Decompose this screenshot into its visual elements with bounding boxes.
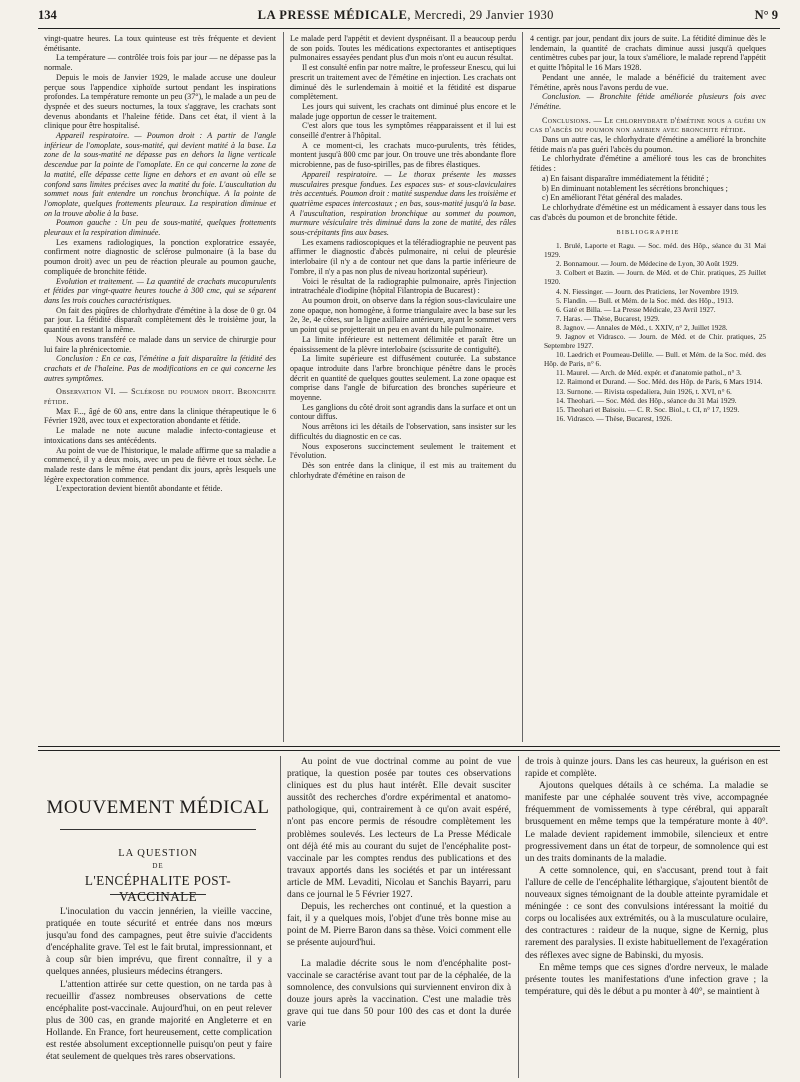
bibliography-heading: BIBLIOGRAPHIE [616, 229, 680, 237]
paragraph: Le chlorhydrate d'émétine a amélioré tous les cas de bronchites fétides : [530, 154, 766, 174]
paragraph: Au point de vue doctrinal comme au point de vue pratique, la question posée par toutes ces observations cliniques est du plus haut intérêt. Elle devait susciter aussitôt des recherches d'ordre expérimental et anatomo-pathologique, qui, contrairement à ce qu'on avait espéré, n'ont pas encore permis de résoudre complètement les problèmes soulevés. Les lecteurs de La Presse Médicale ont déjà été mis au courant du sujet de l'encéphalite post-vaccinale par les comptes rendus des publications et des travaux apportés dans les sociétés et par un intéressant article de MM. Levaditi, Nicolau et Sanchis Bayarri, paru dans ce journal le 5 Février 1927. [287, 757, 511, 901]
paragraph: L'inoculation du vaccin jennérien, la vieille vaccine, pratiquée en toute sécurité et entrée dans nos mœurs jusqu'au fond des campagnes, peut être suivie d'accidents d'encéphalite grave. Tel est le fait brutal, impressionnant, et à coup sûr bien imprévu, que firent connaître, il y a quelques années, plusieurs médecins étrangers. [46, 907, 272, 978]
bibliography-entry: 12. Raimond et Durand. — Soc. Méd. des Hôp. de Paris, 6 Mars 1914. [556, 377, 763, 387]
paragraph: Conclusion : En ce cas, l'émétine a fait disparaître la fétidité des crachats et de l'haleine. Pas de modifications en ce qui concerne les autres symptômes. [44, 354, 276, 383]
paragraph: Au point de vue de l'historique, le malade affirme que sa maladie a commencé, il y a deux mois, avec un peu de fièvre et toux sèche. Le malade reste dans le même état pendant dix jours, après lesquels une légère expectoration commence. [44, 445, 276, 484]
paragraph: Les jours qui suivent, les crachats ont diminué plus encore et le malade juge opportun de cesser le traitement. [290, 101, 516, 121]
article-column-2 [287, 756, 511, 1078]
paragraph: A ce moment-ci, les crachats muco-purulents, très fétides, montent jusqu'à 800 cmc par jour. On trouve une très abondante flore microbienne, pas de fuso-spirilles, pas de fibres élastiques. [290, 140, 516, 170]
bibliography-entry: 6. Gaté et Billa. — La Presse Médicale, 23 Avril 1927. [556, 304, 716, 314]
paragraph: On fait des piqûres de chlorhydrate d'émétine à la dose de 0 gr. 04 par jour. La fétidité disparaît complètement dès le troisième jour, la quantité en restant la même. [44, 305, 276, 335]
list-item: a) En faisant disparaître immédiatement la fétidité ; [542, 173, 709, 183]
upper-column-1 [44, 34, 276, 742]
paragraph: Nous arrêtons ici les détails de l'observation, sans insister sur les difficultés du diagnostic en ce cas. [290, 422, 516, 441]
paragraph: Les ganglions du côté droit sont agrandis dans la surface et ont un contour diffus. [290, 402, 516, 422]
list-item: b) En diminuant notablement les sécrétions bronchiques ; [542, 183, 728, 193]
bibliography-entry: 2. Bonnamour. — Journ. de Médecine de Lyon, 30 Août 1929. [556, 259, 739, 269]
paragraph: L'expectoration devient bientôt abondante et fétide. [56, 484, 223, 494]
header-rule [38, 28, 780, 29]
issue-number: N° 9 [754, 7, 778, 22]
paragraph: Le malade perd l'appétit et devient dyspnéisant. Il a beaucoup perdu de son poids. Toutes les médications expectorantes et antiseptiques pulmonaires essayées pendant plus d'un mois n'ont eu aucun résultat. [290, 34, 516, 63]
paragraph: Appareil respiratoire. — Le thorax présente les masses musculaires presque fondues. Les espaces sus- et sous-claviculaires très accentués. Poumon droit : matité suspendue dans les troisième et quatrième espaces intercostaux ; en bas, sous-matité jusqu'à la base. A l'auscultation, respiration bronchique au sommet du poumon, murmure vésiculaire très diminué dans la zone de matité, des râles sous-crépitants fins aux bases. [290, 169, 516, 238]
article-title-line-1: LA QUESTION [118, 848, 198, 859]
paragraph: C'est alors que tous les symptômes réapparaissent et il lui est conseillé d'entrer à l'hôpital. [290, 121, 516, 141]
issue-date: , Mercredi, 29 Janvier 1930 [407, 7, 554, 22]
paragraph: Le chlorhydrate d'émétine est un médicament à essayer dans tous les cas d'abcès du poumon et de bronchite fétide. [530, 202, 766, 222]
bibliography-entry: 7. Haras. — Thèse, Bucarest, 1929. [556, 313, 660, 323]
article-title-line-3: L'ENCÉPHALITE POST-VACCINALE [84, 873, 232, 904]
article-column-1 [46, 906, 272, 1078]
bibliography-entry: 4. N. Fiessinger. — Journ. des Praticiens, 1er Novembre 1919. [556, 286, 739, 296]
bibliography-entry: 16. Vidrasco. — Thèse, Bucarest, 1926. [556, 413, 673, 423]
paragraph: Au poumon droit, on observe dans la région sous-claviculaire une zone opaque, non homogène, à forme triangulaire avec la base sur les 2e, 3e, 4e côtes, sur la ligne axillaire antérieure, ayant le sommet vers un point qui se projetterait un peu en avant du hile pulmonaire. [290, 295, 516, 335]
paragraph: L'attention attirée sur cette question, on ne tarda pas à recueillir d'assez nombreuses observations de cette encéphalite post-vaccinale. Aujourd'hui, on en peut relever plus de 300 cas, en grande majorité en Angleterre et en Hollande. En France, fort heureusement, cette complication est restée absolument exceptionnelle puisqu'on peut y faire état seulement de quelques très rares observations. [46, 979, 272, 1063]
upper-column-2 [290, 34, 516, 742]
title-rule [60, 829, 256, 830]
article-column-3 [525, 756, 768, 1078]
column-divider [280, 756, 281, 1078]
column-divider [522, 32, 523, 742]
page-number: 134 [38, 7, 57, 22]
bibliography-entry: 1. Brulé, Laporte et Ragu. — Soc. méd. des Hôp., séance du 31 Mai 1929. [544, 241, 766, 260]
section-rule [38, 746, 780, 747]
bibliography-entry: 15. Theohari et Baisoiu. — C. R. Soc. Biol., t. CI, n° 17, 1929. [556, 404, 740, 414]
paragraph: Voici le résultat de la radiographie pulmonaire, après l'injection intratrachéale d'iodipine (hôpital Filantropia de Bucarest) : [290, 276, 516, 296]
bibliography-entry: 3. Colbert et Bazin. — Journ. de Méd. et de Chir. pratiques, 25 Juillet 1920. [544, 268, 766, 287]
paragraph: La limite inférieure est nettement délimitée et paraît être un épaississement de la plèvre interlobaire (scissurite de contiguïté). [290, 334, 516, 354]
section-title: MOUVEMENT MÉDICAL [46, 797, 270, 818]
bibliography-entry: 11. Maurel. — Arch. de Méd. expér. et d'anatomie pathol., n° 3. [556, 368, 742, 378]
article-title-line-2: DE [152, 862, 164, 870]
paragraph: En même temps que ces signes d'ordre nerveux, le malade présente toutes les manifestations d'une infection grave ; la température, qui dès le début a pu monter à 40°, se maintient à [525, 962, 768, 997]
bibliography-entry: 10. Laedrich et Poumeau-Delille. — Bull. et Mém. de la Soc. méd. des Hôp. de Paris, n° 6. [544, 350, 766, 369]
paragraph: vingt-quatre heures. La toux quinteuse est très fréquente et devient émétisante. [44, 34, 276, 53]
column-divider [283, 32, 284, 742]
column-divider [518, 756, 519, 1078]
section-rule [38, 750, 780, 751]
paragraph: Ajoutons quelques détails à ce schéma. La maladie se manifeste par une céphalée souvent très vive, accompagnée fréquemment de vomissements à type cérébral, qui apparaît brusquement en même temps que la température monte à 40°. Le malade devient rapidement immobile, silencieux et entre progressivement dans un état de torpeur, de somnolence qui est un des traits dominants de la maladie. [525, 781, 768, 864]
paragraph: Nous avons transféré ce malade dans un service de chirurgie pour lui faire la phrénicectomie. [44, 334, 276, 354]
paragraph: Dans un autre cas, le chlorhydrate d'émétine a amélioré la bronchite fétide mais n'a pas guéri l'abcès du poumon. [530, 135, 766, 154]
bibliography-entry: 13. Surnone. — Rivista ospedaliera, Juin 1926, t. XVI, n° 6. [556, 386, 732, 396]
paragraph: Les examens radioscopiques et la téléradiographie ne peuvent pas affirmer le diagnostic d'abcès pulmonaire, ni celui de pleurésie interlobaire (il n'y a de contour net que dans la partie inférieure de l'ombre, il n'y a pas non plus de niveau horizontal supérieur). [290, 237, 516, 276]
upper-column-3 [530, 34, 766, 742]
paragraph: Le malade ne note aucune maladie infecto-contagieuse et intoxications dans ses antécédents. [44, 426, 276, 445]
paragraph: Appareil respiratoire. — Poumon droit : A partir de l'angle inférieur de l'omoplate, sous-matité, qui devient matité à la base. La zone de la sous-matité ne dépasse pas en dehors la ligne verticale descendue par la pointe de l'omoplate. En ce qui concerne la zone de la matité, elle dépasse cette ligne en dehors et en avant où elle se confond sans limites précises avec la matité du foie. L'auscultation du sommet nous fait entendre un ronchus bronchique. A la pointe de l'omoplate, quelques frottements pleuraux. La respiration diminue et on la trouve abolie à la base. [44, 131, 276, 218]
observation-heading: Observation VI. — Sclérose du poumon droit. Bronchite fétide. [44, 387, 276, 407]
paragraph: de trois à quinze jours. Dans les cas heureux, la guérison en est rapide et complète. [525, 757, 768, 780]
paragraph: La maladie décrite sous le nom d'encéphalite post-vaccinale se caractérise avant tout par de la céphalée, de la somnolence, des convulsions qui surviennent environ dix à douze jours après la vaccination. C'est une maladie très grave qui tue dans 50 pour 100 des cas et dont la durée varie [287, 958, 511, 1029]
paragraph: Dès son entrée dans la clinique, il est mis au traitement du chlorhydrate d'émétine en raison de [290, 460, 516, 480]
paragraph: Les examens radiologiques, la ponction exploratrice essayée, confirment notre diagnostic de sclérose pulmonaire (à la base du poumon droit) avec un peu de réaction pleurale au poumon gauche, compliquée de bronchite fétide. [44, 237, 276, 276]
paragraph: A cette somnolence, qui, en s'accusant, prend tout à fait l'allure de celle de l'encéphalite léthargique, s'ajoutent bientôt de nouveaux signes témoignant de la double atteinte pyramidale et méningée : ce sont des convulsions intéressant la moitié du corps ou localisées aux extrémités, ou à la musculature oculaire, des contractures : raideur de la nuque, signe de Kernig, plus rarement des paralysies. Il existe habituellement de l'exagération des réflexes avec signe de Babinski, du myosis. [525, 865, 768, 961]
page-header [38, 6, 778, 24]
paragraph: La limite supérieure est diffusément couturée. La substance opaque introduite dans l'arbre bronchique pénètre dans le procès décrit en quantité de quelques gouttes seulement. La zone opaque est comprise dans l'angle de bifurcation des bronches supérieure et moyenne. [290, 354, 516, 403]
paragraph: Depuis le mois de Janvier 1929, le malade accuse une douleur perçue sous l'appendice xiphoïde surtout pendant les inspirations profondes. La température remonte un peu (37°), le malade a un peu de dyspnée et des sueurs nocturnes, la toux s'aggrave, les crachats sont devenus abondants et l'haleine fétide. Dans cet état, il vient à la clinique pour être hospitalisé. [44, 72, 276, 131]
bibliography-entry: 14. Theohari. — Soc. Méd. des Hôp., séance du 31 Mai 1929. [556, 395, 737, 405]
paragraph: Poumon gauche : Un peu de sous-matité, quelques frottements pleuraux et la respiration diminuée. [44, 218, 276, 238]
paragraph: Depuis, les recherches ont continué, et la question a fait, il y a quelques mois, l'objet d'une très bonne mise au point de M. Pierre Baron dans sa thèse. Voici comment elle se présente aujourd'hui. [287, 902, 511, 949]
journal-name: LA PRESSE MÉDICALE [257, 7, 408, 22]
paragraph: Evolution et traitement. — La quantité de crachats mucopurulents et fétides par vingt-quatre heures touche à 300 cmc, qui se séparent dans les trois couches caractéristiques. [44, 276, 276, 305]
paragraph: Nous exposerons succinctement seulement le traitement et l'évolution. [290, 441, 516, 461]
bibliography-entry: 9. Jagnov et Vidrasco. — Journ. de Méd. et de Chir. pratiques, 25 Septembre 1927. [544, 332, 766, 351]
title-rule [110, 894, 206, 895]
conclusions-heading: Conclusions. — Le chlorhydrate d'émétine nous a guéri un cas d'abcès du poumon non amibien avec bronchite fétide. [530, 115, 766, 135]
paragraph: Conclusion. — Bronchite fétide améliorée plusieurs fois avec l'émétine. [530, 92, 766, 111]
list-item: c) En améliorant l'état général des malades. [542, 193, 683, 203]
paragraph: La température — contrôlée trois fois par jour — ne dépasse pas la normale. [44, 53, 276, 73]
paragraph: Max F..., âgé de 60 ans, entre dans la clinique thérapeutique le 6 Février 1928, avec toux et expectoration abondante et fétide. [44, 406, 276, 426]
paragraph: 4 centigr. par jour, pendant dix jours de suite. La fétidité diminue dès le lendemain, la quantité de crachats diminue aussi jusqu'à quelques centimètres cubes par jour, la toux s'améliore, le malade reprend l'appétit et quitte l'hôpital le 16 Mars 1928. [530, 34, 766, 73]
paragraph: Il est consulté enfin par notre maître, le professeur Enescu, qui lui prescrit un traitement avec de l'émétine en injection. Les crachats ont diminué dès le surlendemain à moitié et la fétidité est disparue complètement. [290, 63, 516, 102]
bibliography-entry: 8. Jagnov. — Annales de Méd., t. XXIV, n° 2, Juillet 1928. [556, 322, 728, 332]
bibliography-entry: 5. Flandin. — Bull. et Mém. de la Soc. méd. des Hôp., 1913. [556, 295, 734, 305]
journal-title-line [258, 8, 554, 23]
paragraph: Pendant une année, le malade a bénéficié du traitement avec l'émétine, après nous l'avons perdu de vue. [530, 72, 766, 92]
